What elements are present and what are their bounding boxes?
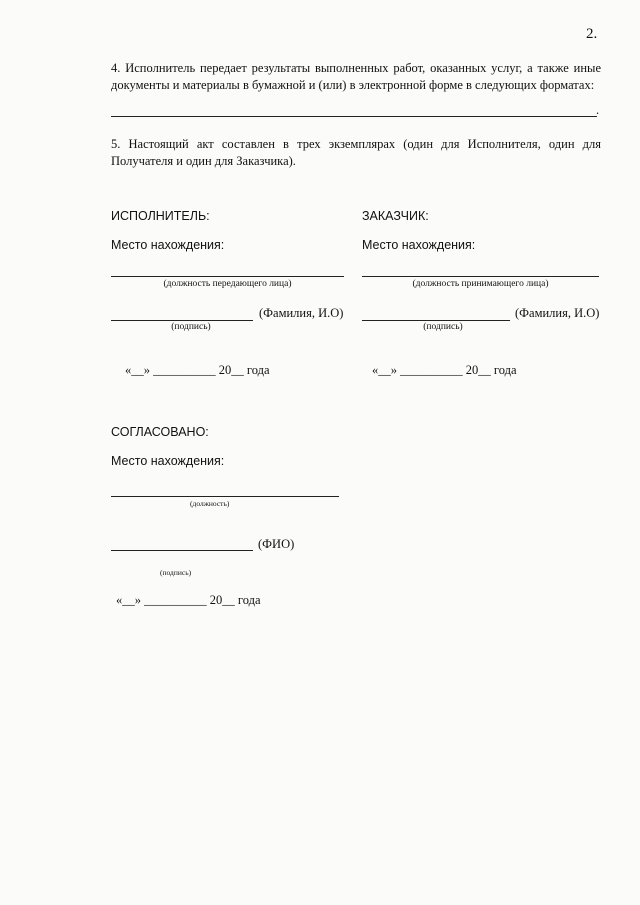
executor-signature-caption: (подпись) [171, 322, 211, 332]
approved-name-label: (ФИО) [258, 537, 295, 551]
executor-signature-line [111, 320, 253, 321]
customer-position-caption: (должность принимающего лица) [412, 279, 549, 289]
executor-position-caption: (должность передающего лица) [163, 279, 292, 289]
page-number: 2. [586, 26, 598, 42]
approved-signature-caption: (подпись) [160, 568, 192, 577]
approved-date-line: «__» __________ 20__ года [116, 593, 261, 607]
customer-signature-line [362, 320, 510, 321]
approved-signature-line [111, 550, 253, 551]
executor-heading: ИСПОЛНИТЕЛЬ: [111, 209, 210, 223]
customer-heading: ЗАКАЗЧИК: [362, 209, 429, 223]
formats-line-end: . [596, 103, 600, 117]
formats-fill-line [111, 116, 597, 117]
customer-name-label: (Фамилия, И.О) [515, 306, 600, 320]
customer-signature-caption: (подпись) [423, 322, 463, 332]
customer-position-line [362, 276, 599, 277]
approved-heading: СОГЛАСОВАНО: [111, 425, 209, 439]
approved-position-caption: (должность) [190, 499, 230, 508]
paragraph-4: 4. Исполнитель передает результаты выполненных работ, оказанных услуг, а также иные документы и материалы в бумажной и (или) в электронной форме в следующих форматах: [111, 61, 601, 92]
executor-position-line [111, 276, 344, 277]
customer-location-label: Место нахождения: [362, 238, 476, 252]
executor-location-label: Место нахождения: [111, 238, 225, 252]
approved-location-label: Место нахождения: [111, 454, 225, 468]
customer-date-line: «__» __________ 20__ года [372, 363, 517, 377]
paragraph-5: 5. Настоящий акт составлен в трех экземплярах (один для Исполнителя, один для Получателя и один для Заказчика). [111, 137, 601, 168]
executor-date-line: «__» __________ 20__ года [125, 363, 270, 377]
executor-name-label: (Фамилия, И.О) [259, 306, 344, 320]
approved-position-line [111, 496, 339, 497]
